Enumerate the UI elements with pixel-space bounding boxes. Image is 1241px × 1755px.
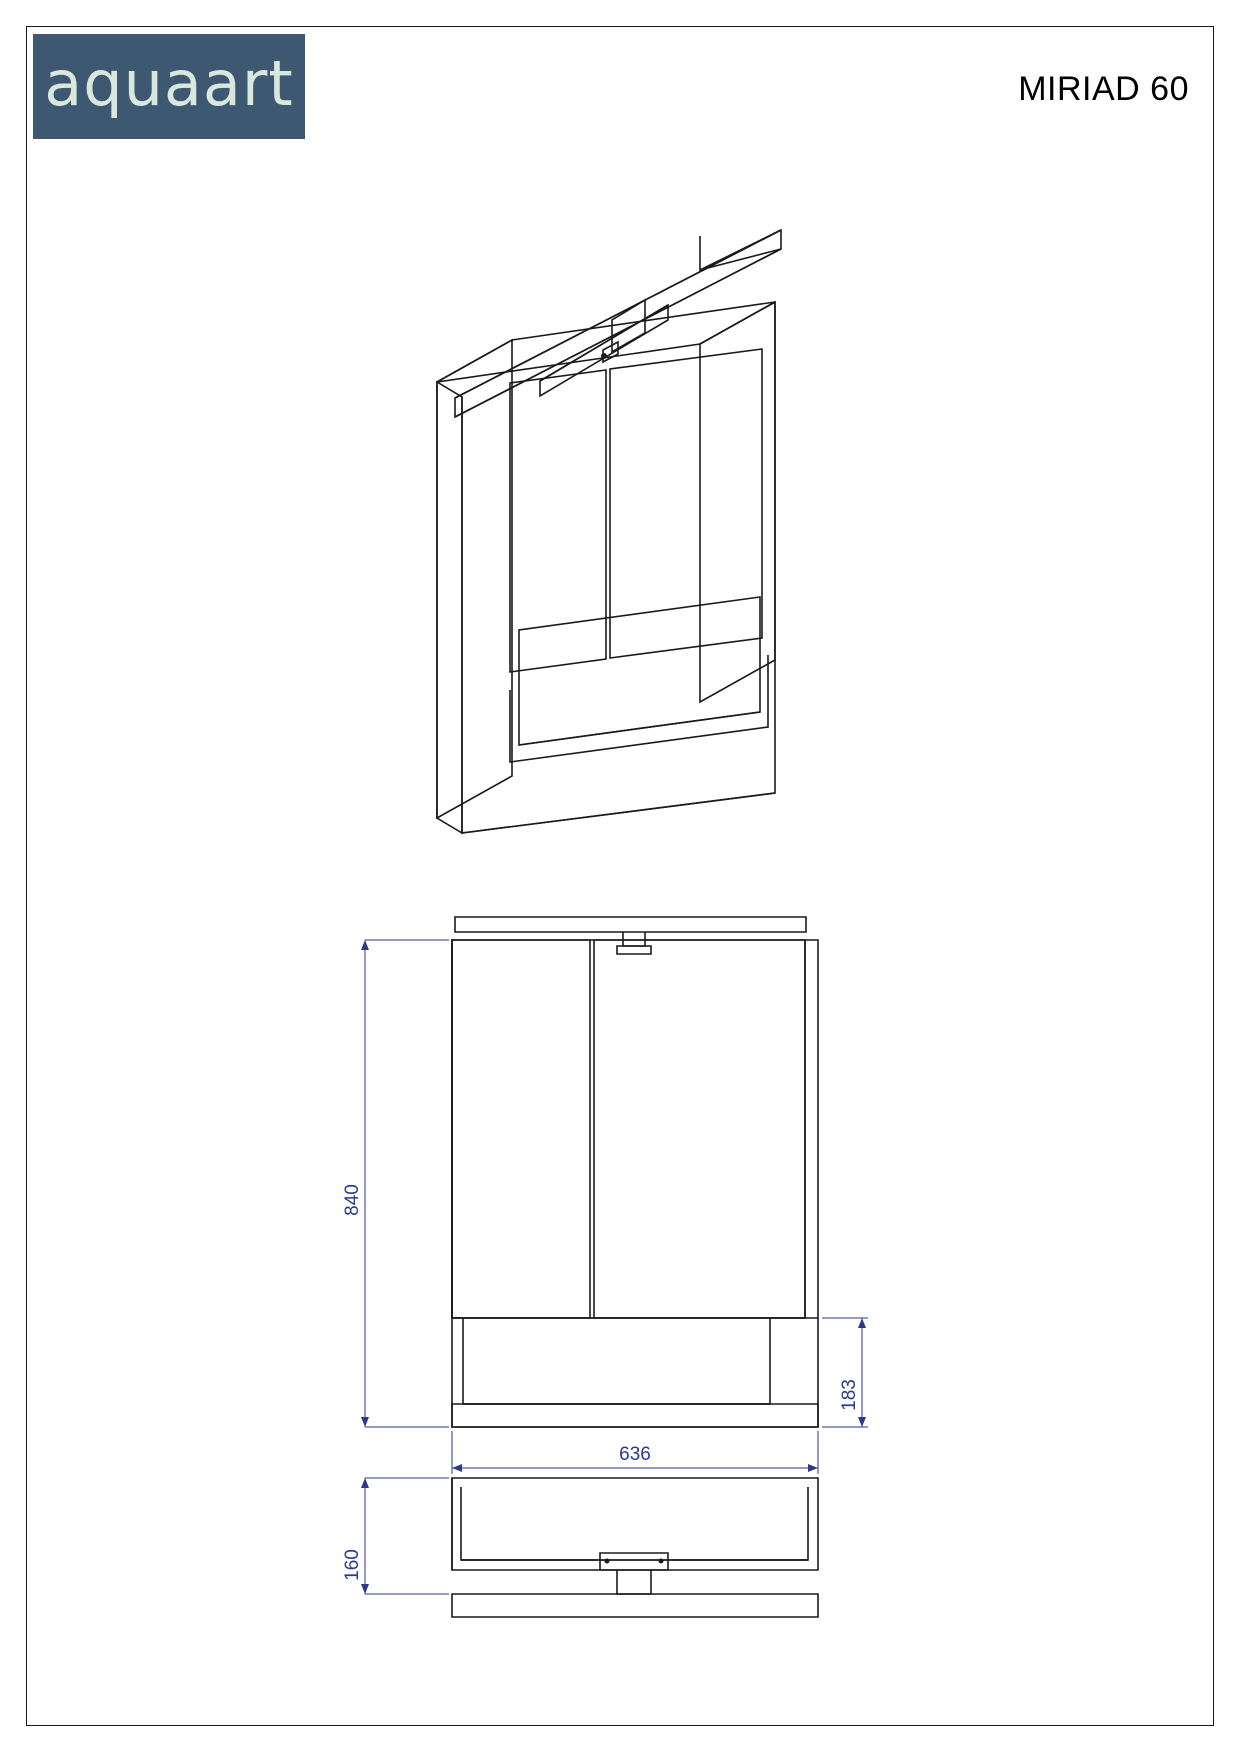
brand-logo-text: aquaart [44,46,294,120]
isometric-view [437,230,781,833]
front-elevation-view [452,917,818,1427]
dimension-labels [342,1184,860,1581]
top-plan-view [452,1478,818,1617]
dimension-height: 840 [342,1184,363,1216]
page-title: MIRIAD 60 [1018,70,1189,108]
dimension-width: 636 [619,1444,651,1465]
dimension-lines [361,940,868,1594]
dimension-shelf-height: 183 [839,1379,860,1411]
dimension-depth: 160 [342,1549,363,1581]
